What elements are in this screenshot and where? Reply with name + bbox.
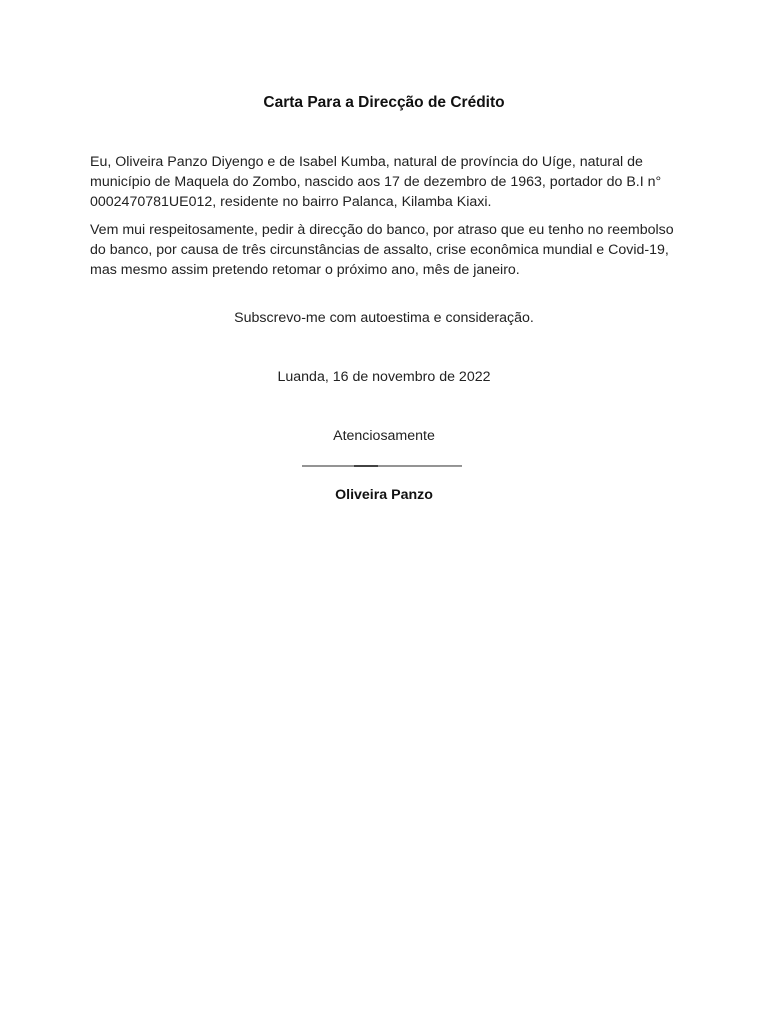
letter-regards: Atenciosamente [333, 428, 435, 444]
letter-title: Carta Para a Direcção de Crédito [263, 94, 505, 111]
letter-closing-line: Subscrevo-me com autoestima e consideração. [234, 310, 534, 326]
signature-line [302, 465, 462, 467]
letter-place-date: Luanda, 16 de novembro de 2022 [277, 369, 491, 385]
letter-paragraph-request: Vem mui respeitosamente, pedir à direcção do banco, por atraso que eu tenho no reembolso do banco, por causa de três circunstâncias de assalto, crise econômica mundial e Covid-19, mas mesmo assim pretendo retomar o próximo ano, mês de janeiro. [90, 222, 674, 278]
signer-name: Oliveira Panzo [335, 487, 433, 503]
letter-paragraph-identification: Eu, Oliveira Panzo Diyengo e de Isabel Kumba, natural de província do Uíge, natural de município de Maquela do Zombo, nascido aos 17 de dezembro de 1963, portador do B.I n° 0002470781UE012, residente no bairro Palanca, Kilamba Kiaxi. [90, 154, 662, 210]
